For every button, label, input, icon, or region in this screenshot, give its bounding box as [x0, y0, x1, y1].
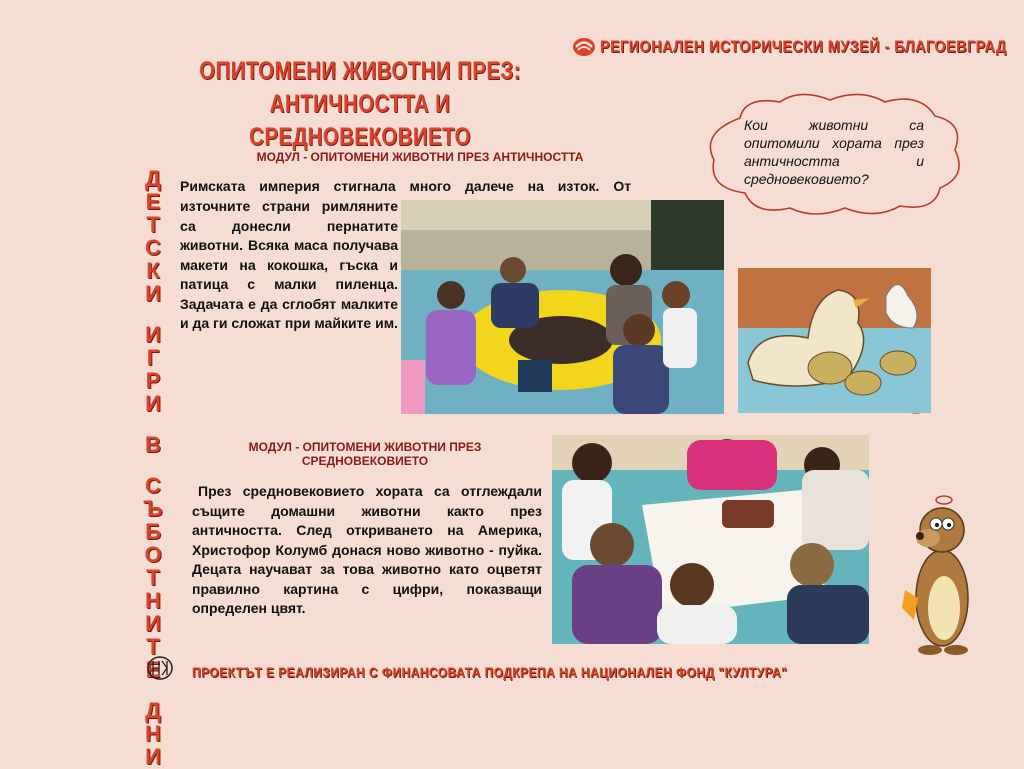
vertical-title-letter: Д	[145, 166, 161, 191]
module1-text: източните страни римляните са донесли пернатите животни. Всяка маса получава макети на кокошка, гъска и патица с малки пиленца. Задачата е да сглобят малките и да ги сложат при майките им.	[180, 198, 398, 331]
page-title	[196, 55, 524, 154]
vertical-title-letter: И	[145, 322, 161, 347]
vertical-title-letter: И	[145, 611, 161, 636]
title-line-1: ОПИТОМЕНИ ЖИВОТНИ ПРЕЗ:	[199, 57, 521, 85]
vertical-title-letter: Т	[146, 634, 160, 659]
vertical-title-letter: Е	[145, 657, 161, 682]
museum-logo-icon	[572, 36, 596, 58]
vertical-title-letter: Н	[145, 588, 161, 613]
vertical-title-letter: Ъ	[143, 496, 163, 521]
vertical-title-letter: И	[145, 391, 161, 416]
vertical-title-letter: С	[145, 235, 161, 260]
photo-children-round-table	[401, 200, 724, 414]
vertical-title-letter: Е	[145, 189, 161, 214]
vertical-title-letter: К	[146, 258, 160, 283]
mole-mascot-icon	[900, 490, 980, 660]
vertical-title-letter: Д	[145, 698, 161, 723]
footer-credit: ПРОЕКТЪТ Е РЕАЛИЗИРАН С ФИНАНСОВАТА ПОДКРЕПА НА НАЦИОНАЛЕН ФОНД "КУЛТУРА"	[192, 664, 788, 680]
museum-name: РЕГИОНАЛЕН ИСТОРИЧЕСКИ МУЗЕЙ - БЛАГОЕВГРАД	[600, 37, 1007, 56]
module2-heading	[220, 440, 510, 468]
vertical-title-letter: В	[145, 432, 161, 457]
module1-heading: МОДУЛ - ОПИТОМЕНИ ЖИВОТНИ ПРЕЗ АНТИЧНОСТТА	[256, 150, 584, 164]
vertical-title-letter: Т	[146, 565, 160, 590]
photo-duck-models	[738, 268, 931, 413]
module2-text: През средновековието хората са отглеждали същите домашни животни както през античността. След откриването на Америка, Христофор Колумб донася ново животно - пуйка. Децата научават за това животно като оцветят правилно картина с цифри, показващи определен цвят.	[192, 483, 542, 616]
title-line-2: АНТИЧНОСТТА И СРЕДНОВЕКОВИЕТО	[249, 90, 471, 151]
module1-first-line: Римската империя стигнала много далече на изток. От	[180, 178, 632, 194]
museum-header	[572, 36, 1024, 58]
mole-mascot	[900, 490, 980, 660]
module2-heading-line-2: СРЕДНОВЕКОВИЕТО	[301, 454, 429, 468]
photo-children-coloring	[552, 435, 869, 644]
cloud-question: Кои животни са опитомили хората през античността и средновековието?	[744, 117, 924, 187]
vertical-title-letter: О	[144, 542, 162, 567]
vertical-title-letter: Р	[145, 368, 161, 393]
nfk-logo-icon	[145, 655, 175, 681]
vertical-title-letter: И	[145, 744, 161, 769]
module2-heading-line-1: МОДУЛ - ОПИТОМЕНИ ЖИВОТНИ ПРЕЗ	[248, 440, 482, 454]
vertical-title-letter: Н	[145, 721, 161, 746]
vertical-title-letter: И	[145, 281, 161, 306]
vertical-title-letter: Г	[146, 345, 160, 370]
vertical-title-letter: Б	[145, 519, 161, 544]
question-cloud	[700, 88, 968, 220]
vertical-title-letter: Т	[146, 212, 160, 237]
vertical-title-letter: С	[145, 473, 161, 498]
